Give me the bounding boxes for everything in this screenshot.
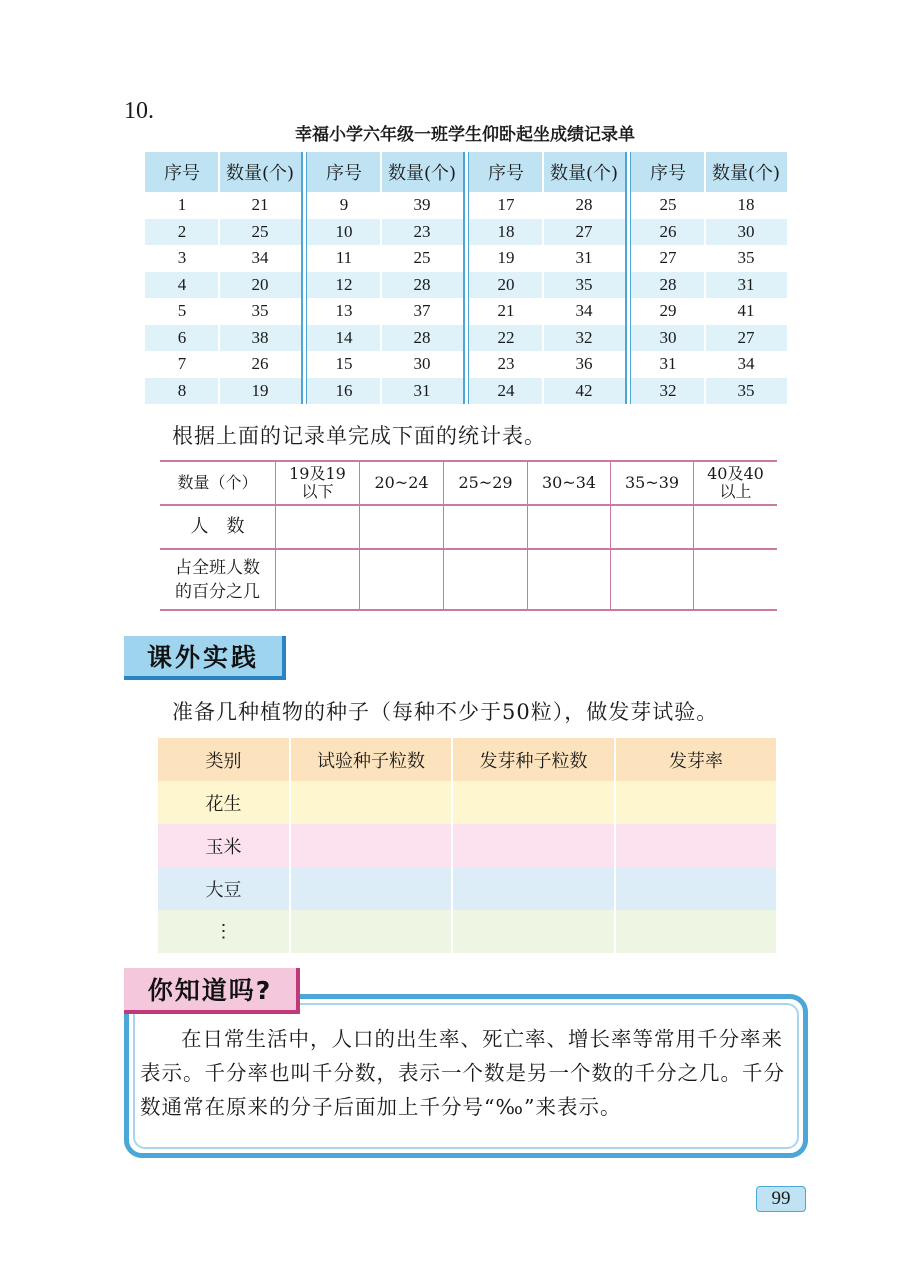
record-count: 23	[413, 221, 431, 241]
stats-range-header	[444, 462, 528, 504]
germination-row	[158, 781, 776, 824]
record-row	[145, 378, 301, 405]
record-id: 18	[497, 221, 515, 241]
stats-range-line2: 以下	[301, 482, 334, 501]
record-count: 35	[575, 274, 593, 294]
record-id: 15	[335, 354, 353, 374]
record-id: 24	[497, 380, 515, 400]
record-count: 25	[413, 248, 431, 268]
record-group	[631, 152, 787, 404]
record-count: 27	[737, 327, 755, 347]
germination-row	[158, 910, 776, 953]
germination-input-cell[interactable]	[616, 781, 776, 824]
record-row	[469, 298, 625, 325]
record-count: 30	[413, 354, 431, 374]
record-id: 32	[659, 380, 677, 400]
record-count: 28	[413, 274, 431, 294]
germination-category: 花生	[158, 781, 291, 824]
record-row	[145, 325, 301, 352]
germination-header-row	[158, 738, 776, 781]
stats-percent-cell[interactable]	[611, 550, 694, 609]
record-id: 9	[339, 195, 349, 215]
record-row	[307, 298, 463, 325]
record-count: 32	[575, 327, 593, 347]
stats-people-cell[interactable]	[444, 506, 528, 548]
record-divider	[380, 152, 382, 404]
record-row	[307, 351, 463, 378]
record-id: 3	[177, 248, 187, 268]
record-row	[469, 192, 625, 219]
germination-input-cell[interactable]	[291, 910, 453, 953]
record-count: 31	[575, 248, 593, 268]
page-number: 99	[756, 1186, 806, 1212]
record-row	[307, 192, 463, 219]
record-row	[307, 378, 463, 405]
record-row	[631, 351, 787, 378]
record-count: 19	[251, 380, 269, 400]
record-id: 22	[497, 327, 515, 347]
record-header-row	[307, 152, 463, 192]
stats-people-cell[interactable]	[360, 506, 444, 548]
record-group	[145, 152, 301, 404]
record-row	[469, 325, 625, 352]
record-row	[631, 325, 787, 352]
germination-header-cell: 发芽率	[669, 750, 723, 772]
stats-range-line1: 25~29	[458, 473, 513, 492]
germination-input-cell[interactable]	[453, 867, 616, 910]
germination-table	[158, 738, 776, 954]
record-id: 21	[497, 301, 515, 321]
record-count: 28	[575, 195, 593, 215]
instruction-germination: 准备几种植物的种子（每种不少于50粒），做发芽试验。	[172, 700, 719, 724]
record-divider	[704, 152, 706, 404]
germination-category: ⋮	[158, 910, 291, 953]
problem-number: 10.	[124, 98, 154, 124]
stats-range-header	[611, 462, 694, 504]
record-id: 25	[659, 195, 677, 215]
record-id: 31	[659, 354, 677, 374]
record-count: 31	[413, 380, 431, 400]
record-id: 12	[335, 274, 353, 294]
germination-input-cell[interactable]	[291, 781, 453, 824]
record-row	[307, 219, 463, 246]
record-table	[145, 152, 787, 404]
record-header-row	[469, 152, 625, 192]
record-row	[307, 245, 463, 272]
record-header-count: 数量(个)	[225, 163, 295, 184]
germination-input-cell[interactable]	[453, 781, 616, 824]
record-id: 1	[177, 195, 187, 215]
record-count: 25	[251, 221, 269, 241]
record-row	[631, 192, 787, 219]
record-row	[145, 192, 301, 219]
stats-range-line1: 40及40	[707, 464, 764, 483]
stats-range-header	[276, 462, 360, 504]
stats-range-line1: 19及19	[289, 464, 346, 483]
stats-range-line1: 20~24	[374, 473, 429, 492]
record-id: 10	[335, 221, 353, 241]
record-count: 38	[251, 327, 269, 347]
record-header-row	[631, 152, 787, 192]
record-id: 2	[177, 221, 187, 241]
record-count: 34	[737, 354, 755, 374]
germination-header-cell: 试验种子粒数	[291, 738, 453, 781]
record-header-count: 数量(个)	[549, 163, 619, 184]
stats-people-cell[interactable]	[694, 506, 777, 548]
record-count: 26	[251, 354, 269, 374]
record-row	[307, 325, 463, 352]
record-count: 35	[251, 301, 269, 321]
record-divider	[218, 152, 220, 404]
record-count: 36	[575, 354, 593, 374]
stats-range-header	[694, 462, 777, 504]
stats-people-cell[interactable]	[611, 506, 694, 548]
germination-header-cell: 类别	[158, 738, 291, 781]
record-row	[145, 298, 301, 325]
record-id: 16	[335, 380, 353, 400]
record-count: 34	[251, 248, 269, 268]
know-text	[140, 1022, 790, 1124]
record-row	[631, 272, 787, 299]
stats-percent-label	[160, 550, 276, 609]
record-id: 11	[335, 248, 353, 268]
germination-input-cell[interactable]	[616, 910, 776, 953]
stats-people-row	[160, 506, 777, 548]
stats-percent-label-1: 占全班人数	[175, 557, 260, 578]
record-row	[631, 219, 787, 246]
record-count: 39	[413, 195, 431, 215]
record-id: 20	[497, 274, 515, 294]
stats-percent-row	[160, 550, 777, 609]
record-id: 27	[659, 248, 677, 268]
record-group	[469, 152, 625, 404]
record-count: 42	[575, 380, 593, 400]
record-row	[631, 298, 787, 325]
record-id: 13	[335, 301, 353, 321]
record-row	[307, 272, 463, 299]
record-count: 35	[737, 248, 755, 268]
record-row	[469, 378, 625, 405]
record-id: 4	[177, 274, 187, 294]
record-header-count: 数量(个)	[711, 163, 781, 184]
record-count: 30	[737, 221, 755, 241]
record-id: 6	[177, 327, 187, 347]
record-group	[307, 152, 463, 404]
record-count: 27	[575, 221, 593, 241]
record-id: 14	[335, 327, 353, 347]
stats-header-row	[160, 462, 777, 504]
record-id: 8	[177, 380, 187, 400]
record-count: 28	[413, 327, 431, 347]
record-id: 23	[497, 354, 515, 374]
record-header-row	[145, 152, 301, 192]
germination-input-cell[interactable]	[616, 824, 776, 867]
stats-percent-cell[interactable]	[444, 550, 528, 609]
record-id: 30	[659, 327, 677, 347]
germination-header-cell: 发芽种子粒数	[453, 738, 616, 781]
stats-percent-cell[interactable]	[694, 550, 777, 609]
stats-people-cell[interactable]	[276, 506, 360, 548]
record-id: 26	[659, 221, 677, 241]
stats-range-header	[360, 462, 444, 504]
germination-input-cell[interactable]	[616, 867, 776, 910]
record-divider	[542, 152, 544, 404]
record-row	[145, 245, 301, 272]
stats-percent-label-2: 的百分之几	[175, 581, 260, 602]
stats-range-line1: 30~34	[541, 473, 597, 492]
record-count: 31	[737, 274, 755, 294]
know-paragraph: 在日常生活中，人口的出生率、死亡率、增长率等常用千分率来表示。千分率也叫千分数，表示一个数是另一个数的千分之几。千分数通常在原来的分子后面加上千分号“‰”来表示。	[140, 1027, 785, 1119]
record-row	[469, 272, 625, 299]
stats-range-line1: 35~39	[624, 473, 680, 492]
record-row	[469, 351, 625, 378]
stats-range-line2: 以上	[719, 482, 752, 501]
record-id: 28	[659, 274, 677, 294]
record-row	[469, 245, 625, 272]
record-header-id: 序号	[326, 163, 362, 184]
stats-table	[160, 460, 777, 611]
record-title: 幸福小学六年级一班学生仰卧起坐成绩记录单	[295, 125, 635, 145]
stats-people-cell[interactable]	[528, 506, 611, 548]
stats-range-header	[528, 462, 611, 504]
germination-input-cell[interactable]	[453, 824, 616, 867]
record-count: 20	[251, 274, 269, 294]
record-header-count: 数量(个)	[387, 163, 457, 184]
germination-input-cell[interactable]	[291, 824, 453, 867]
record-header-id: 序号	[650, 163, 686, 184]
stats-percent-cell[interactable]	[360, 550, 444, 609]
record-row	[145, 351, 301, 378]
record-row	[145, 272, 301, 299]
record-header-id: 序号	[164, 163, 200, 184]
germination-category: 大豆	[158, 867, 291, 910]
record-id: 5	[177, 301, 187, 321]
record-count: 41	[737, 301, 755, 321]
record-count: 37	[413, 301, 431, 321]
germination-category: 玉米	[158, 824, 291, 867]
record-row	[631, 378, 787, 405]
record-count: 18	[737, 195, 755, 215]
stats-percent-cell[interactable]	[528, 550, 611, 609]
record-id: 7	[177, 354, 187, 374]
germination-row	[158, 824, 776, 867]
germination-input-cell[interactable]	[453, 910, 616, 953]
stats-header-label: 数量（个）	[160, 462, 276, 504]
record-row	[631, 245, 787, 272]
instruction-stats: 根据上面的记录单完成下面的统计表。	[172, 424, 546, 448]
stats-percent-cell[interactable]	[276, 550, 360, 609]
record-id: 19	[497, 248, 515, 268]
record-count: 21	[251, 195, 269, 215]
germination-row	[158, 867, 776, 910]
record-count: 35	[737, 380, 755, 400]
germination-input-cell[interactable]	[291, 867, 453, 910]
section-practice-banner: 课外实践	[124, 636, 286, 680]
record-id: 29	[659, 301, 677, 321]
record-count: 34	[575, 301, 593, 321]
record-row	[469, 219, 625, 246]
record-row	[145, 219, 301, 246]
record-id: 17	[497, 195, 515, 215]
record-header-id: 序号	[488, 163, 524, 184]
stats-people-label: 人 数	[160, 506, 276, 548]
section-know-banner: 你知道吗?	[124, 968, 300, 1014]
